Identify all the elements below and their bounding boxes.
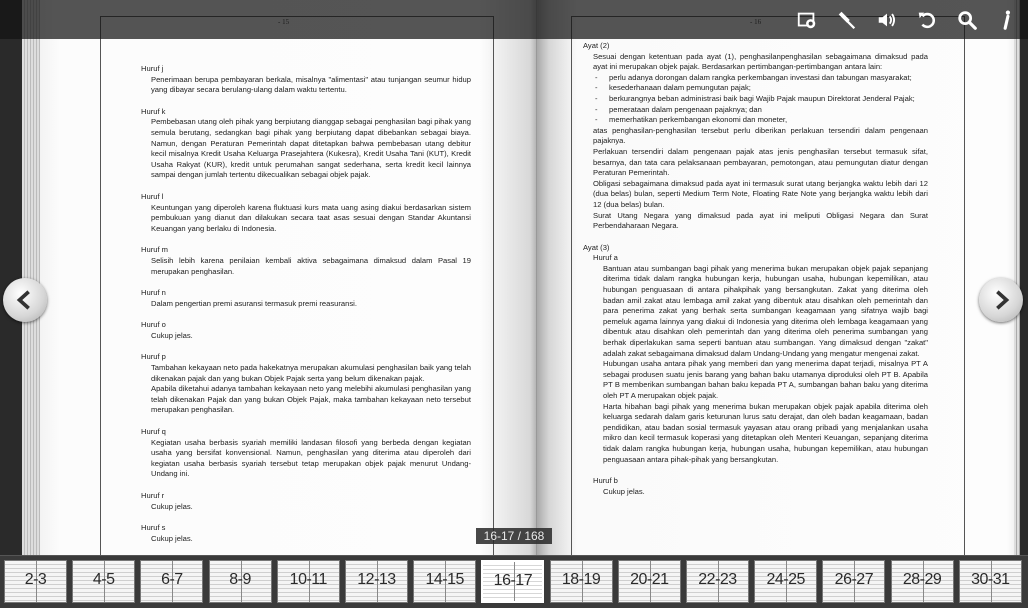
thumbnail-8-9[interactable] [209,560,272,603]
thumbnail-18-19[interactable] [550,560,613,603]
section-heading: Huruf s [141,523,166,533]
thumbnail-label: 16-17 [493,572,533,589]
thumbnail-label: 30-31 [971,571,1010,588]
section-paragraph: Cukup jelas. [151,501,193,511]
section-heading: Huruf k [141,106,166,116]
huruf-b-heading: Huruf b [593,476,618,486]
right-page-text [583,41,928,497]
section [141,427,471,480]
list-item: - pemerataan dalam pengenaan pajaknya; dan [593,105,928,116]
section-paragraph: Cukup jelas. [151,533,193,543]
section [141,107,471,181]
thumbnail-20-21[interactable] [618,560,681,603]
thumbnail-24-25[interactable] [754,560,817,603]
thumbnail-label: 20-21 [630,571,669,588]
section-paragraph: Keuntungan yang diperoleh karena fluktuasi kurs mata uang asing diakui berdasarkan sistem pembukuan yang dianut dan dilakukan secara taat asas sesuai dengan Standar Akuntansi Keuangan yang berlaku di Indonesia. [151,202,471,233]
section-heading: Huruf r [141,491,165,500]
thumbnail-16-17[interactable] [481,560,544,603]
thumbnail-22-23[interactable] [686,560,749,603]
paragraph: Obligasi sebagaimana dimaksud pada ayat ini termasuk surat utang berjangka waktu lebih dari 12 (dua belas) bulan, seperti Medium Term Note, Floating Rate Note yang berjangka waktu lebih dari 12 (dua belas) bulan. [593,178,928,209]
thumbnail-14-15[interactable] [413,560,476,603]
ayat-2-heading: Ayat (2) [583,41,610,50]
thumbnail-6-7[interactable] [140,560,203,603]
thumbnail-label: 24-25 [766,571,805,588]
info-icon[interactable] [994,6,1020,34]
thumbnail-label: 10-11 [289,571,327,588]
chevron-left-icon [14,289,36,311]
section-heading: Huruf o [141,320,166,330]
ayat-3-heading: Ayat (3) [583,242,610,252]
ayat-2-list [583,73,928,126]
section-heading: Huruf n [141,288,166,298]
thumbnail-4-5[interactable] [72,560,135,603]
thumbnail-label: 26-27 [834,571,874,588]
photo-view-icon[interactable] [794,6,820,34]
section [141,64,471,96]
section-paragraph: Dalam pengertian premi asuransi termasuk premi reasuransi. [151,298,357,308]
thumbnail-label: 18-19 [561,571,601,588]
section-paragraph: Penerimaan berupa pembayaran berkala, misalnya "alimentasi" atau tunjangan seumur hidup yang dibayar secara berulang-ulang dalam waktu tertentu. [151,74,471,95]
search-icon[interactable] [954,6,980,34]
section-heading: Huruf l [141,191,164,201]
speaker-icon[interactable] [874,6,900,34]
left-page-text [141,64,471,555]
thumbnail-30-31[interactable] [959,560,1022,603]
section-paragraph: Cukup jelas. [151,330,193,340]
page-indicator: 16-17 / 168 [476,528,552,544]
thumbnail-28-29[interactable] [891,560,954,603]
section-heading: Huruf j [141,64,164,73]
section-heading: Huruf p [141,352,166,362]
paragraph: Surat Utang Negara yang dimaksud pada ayat ini meliputi Obligasi Negara dan Surat Perbendaharaan Negara. [593,210,928,231]
thumbnail-26-27[interactable] [822,560,885,603]
thumbnail-strip [0,555,1028,608]
huruf-a-heading: Huruf a [593,253,618,263]
section [141,352,471,416]
right-page[interactable] [537,0,1017,555]
thumbnail-label: 8-9 [229,571,251,588]
paragraph: Harta hibahan bagi pihak yang menerima bukan merupakan objek pajak apabila diterima oleh keluarga sedarah dalam garis keturunan lurus satu derajat, dan oleh badan keagamaan, badan pendidikan, atau badan sosial termasuk yayasan atau orang pribadi yang menjalankan usaha mikro dan kecil termasuk koperasi yang ditetapkan oleh Menteri Keuangan, sepanjang diterima tidak dalam rangka hubungan kerja, hubungan usaha, hubungan kepemilikan, atau hubungan penguasaan antara pihak-pihak yang bersangkutan. [603,401,928,464]
list-item: - kesederhanaan dalam pemungutan pajak; [593,83,928,94]
list-item: - perlu adanya dorongan dalam rangka perkembangan investasi dan tabungan masyarakat; [593,73,928,84]
thumbnail-label: 4-5 [92,571,115,588]
section-paragraph: Selisih lebih karena penilaian kembali aktiva sebagaimana dimaksud dalam Pasal 19 merupakan penghasilan. [151,255,471,276]
list-item: - berkurangnya beban administrasi baik bagi Wajib Pajak maupun Direktorat Jenderal Pajak; [593,94,928,105]
section-paragraph: Tambahan kekayaan neto pada hakekatnya merupakan akumulasi penghasilan baik yang telah dikenakan pajak dan yang bukan Objek Pajak serta yang belum dikenakan pajak. [151,363,471,383]
thumbnail-2-3[interactable] [4,560,67,603]
previous-page-button[interactable] [3,278,47,322]
section [141,192,471,234]
thumbnail-label: 28-29 [902,571,942,588]
open-book [22,0,1020,555]
thumbnail-label: 14-15 [425,571,464,588]
ayat-2-body [583,126,928,232]
ayat-2-intro: Sesuai dengan ketentuan pada ayat (1), penghasilanpenghasilan sebagaimana dimaksud pada ayat ini merupakan objek pajak. Berdasarkan pertimbangan-pertimbangan antara lain: [593,51,928,72]
huruf-a-body [583,264,928,465]
thumbnail-label: 6-7 [161,571,183,588]
next-page-button[interactable] [979,278,1023,322]
section [141,320,471,341]
section-heading: Huruf q [141,427,166,437]
section-heading: Huruf m [141,245,169,255]
top-toolbar [0,0,1028,39]
section-paragraph: Kegiatan usaha berbasis syariah memiliki landasan filosofi yang berbeda dengan kegiatan usaha yang bersifat konvensional. Namun, penghasilan yang diterima atau diperoleh dari kegiatan usaha berbasis syariah tersebut tetap merupakan objek pajak menurut Undang-Undang ini. [151,437,471,479]
paragraph: Bantuan atau sumbangan bagi pihak yang menerima bukan merupakan objek pajak sepanjang diterima tidak dalam rangka hubungan kerja, hubungan usaha, hubungan kepemilikan, atau hubungan penguasaan di antara pihakpihak yang bersangkutan. Zakat yang diterima oleh badan amil zakat atau lembaga amil zakat yang dibentuk atau disahkan oleh pemerintah dan para penerima zakat yang berhak serta sumbangan keagamaan yang sifatnya wajib bagi pemeluk agama lainnya yang diakui di Indonesia yang diterima oleh lembaga keagamaan yang dibentuk atau disahkan oleh pemerintah dan yang diterima oleh penerima sumbangan yang berhak diperlakukan sama seperti bantuan atau sumbangan. Yang dimaksud dengan "zakat" adalah zakat sebagaimana dimaksud dalam Undang-Undang yang mengatur mengenai zakat. [603,263,928,358]
page-stack-right [1014,0,1020,555]
huruf-b-body: Cukup jelas. [603,486,645,496]
section [141,245,471,277]
section-paragraph: Pembebasan utang oleh pihak yang berpiutang dianggap sebagai penghasilan bagi pihak yang semula berutang, sedangkan bagi pihak yang berpiutang dapat dibebankan sebagai biaya. Namun, dengan Peraturan Pemerintah dapat ditetapkan bahwa pembebasan utang debitur kecil misalnya Kredit Usaha Keluarga Prasejahtera (Kukesra), Kredit Usaha Tani (KUT), Kredit Usaha Rakyat (KUR), kredit untuk perumahan sangat sederhana, serta kredit kecil lainnya sampai dengan jumlah tertentu dikecualikan sebagai objek pajak. [151,117,471,180]
thumbnail-label: 12-13 [357,571,396,588]
section [141,491,471,512]
section [141,523,471,544]
chevron-right-icon [990,289,1012,311]
section-paragraph: Apabila diketahui adanya tambahan kekayaan neto yang melebihi akumulasi penghasilan yang telah dikenakan Pajak dan yang bukan Objek Pajak, maka tambahan kekayaan neto tersebut merupakan penghasilan. [151,384,471,415]
bookmark-pin-icon[interactable] [834,6,860,34]
paragraph: Hubungan usaha antara pihak yang memberi dan yang menerima dapat terjadi, misalnya PT A sebagai produsen suatu jenis barang yang bahan baku utamanya diproduksi oleh PT B. Apabila PT B memberikan sumbangan bahan baku kepada PT A, sumbangan bahan baku yang diterima oleh PT A merupakan objek pajak. [603,359,928,400]
thumbnail-label: 22-23 [698,571,737,588]
paragraph: Perlakuan tersendiri dalam pengenaan pajak atas jenis penghasilan tersebut termasuk sifat, besarnya, dan tata cara pelaksanaan pembayaran, pemotongan, atau pemungutan diatur dengan Peraturan Pemerintah. [593,146,928,178]
thumbnail-12-13[interactable] [345,560,408,603]
undo-icon[interactable] [914,6,940,34]
thumbnail-10-11[interactable] [277,560,340,603]
thumbnail-label: 2-3 [24,571,47,588]
section [141,288,471,309]
paragraph: atas penghasilan-penghasilan tersebut perlu diberikan perlakuan tersendiri dalam pengenaan pajaknya. [593,125,928,146]
list-item: - memerhatikan perkembangan ekonomi dan moneter, [593,115,928,126]
left-page[interactable] [40,0,537,555]
